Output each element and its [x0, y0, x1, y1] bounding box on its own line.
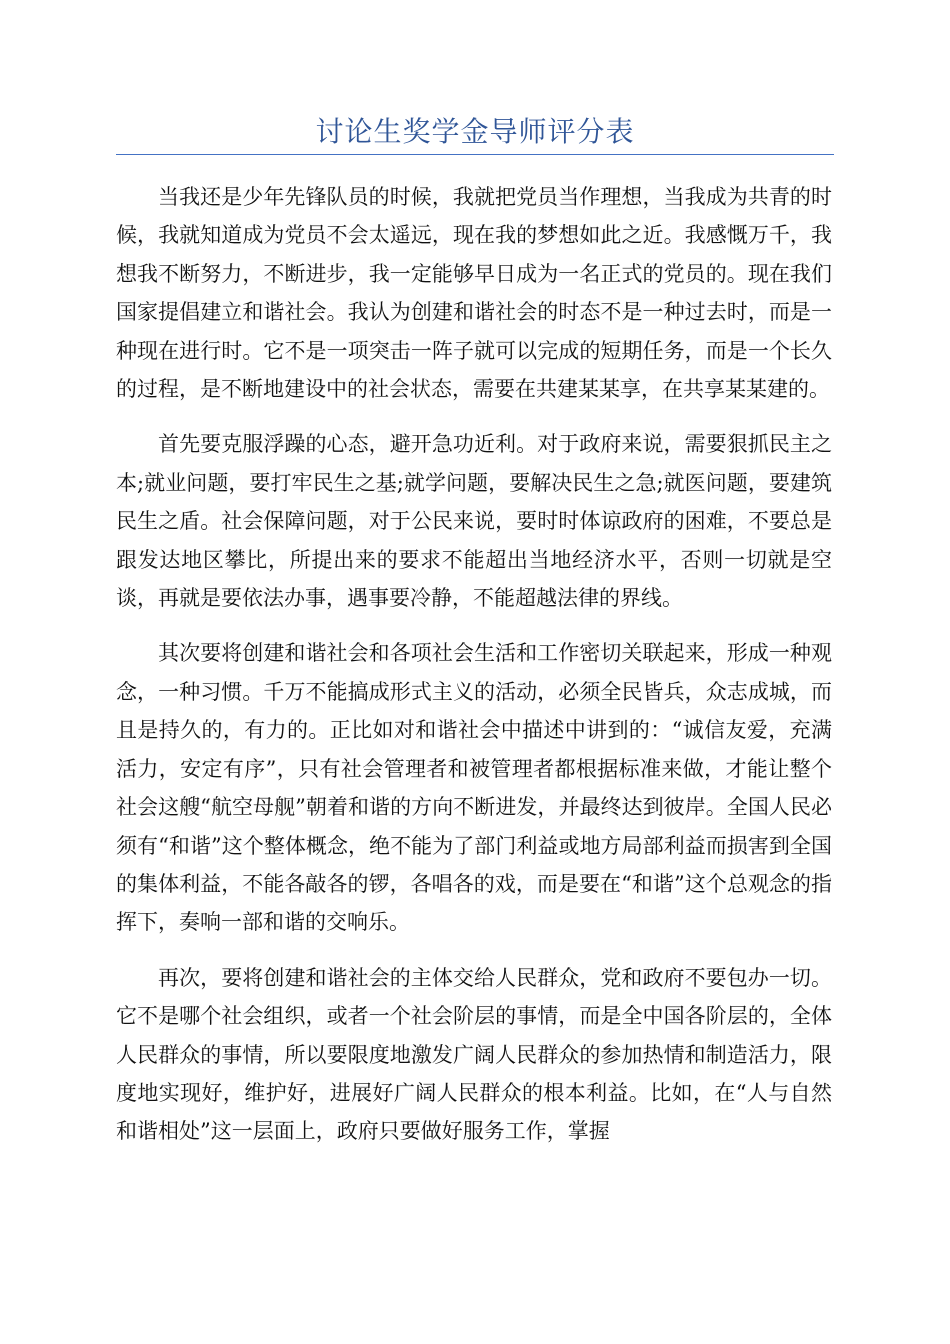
document-title: 讨论生奖学金导师评分表: [315, 115, 635, 148]
title-underline: [116, 154, 834, 155]
paragraph-2: 首先要克服浮躁的心态，避开急功近利。对于政府来说，需要狠抓民主之本;就业问题，要打牢民生之基;就学问题，要解决民生之急;就医问题，要建筑民生之盾。社会保障问题，对于公民来说，要时时体谅政府的困难，不要总是跟发达地区攀比，所提出来的要求不能超出当地经济水平，否则一切就是空谈，再就是要依法办事，遇事要冷静，不能超越法律的界线。: [116, 432, 832, 611]
paragraph-1: 当我还是少年先锋队员的时候，我就把党员当作理想，当我成为共青的时候，我就知道成为党员不会太遥远，现在我的梦想如此之近。我感慨万千，我想我不断努力，不断进步，我一定能够早日成为一名正式的党员的。现在我们国家提倡建立和谐社会。我认为创建和谐社会的时态不是一种过去时，而是一种现在进行时。它不是一项突击一阵子就可以完成的短期任务，而是一个长久的过程，是不断地建设中的社会状态，需要在共建某某享，在共享某某建的。: [116, 185, 832, 402]
document-body: [116, 178, 832, 1168]
paragraph-4: 再次，要将创建和谐社会的主体交给人民群众，党和政府不要包办一切。它不是哪个社会组织，或者一个社会阶层的事情，而是全中国各阶层的，全体人民群众的事情，所以要限度地激发广阔人民群众的参加热情和制造活力，限度地实现好，维护好，进展好广阔人民群众的根本利益。比如，在“人与自然和谐相处”这一层面上，政府只要做好服务工作，掌握: [116, 965, 832, 1144]
paragraph-3: 其次要将创建和谐社会和各项社会生活和工作密切关联起来，形成一种观念，一种习惯。千万不能搞成形式主义的活动，必须全民皆兵，众志成城，而且是持久的，有力的。正比如对和谐社会中描述中讲到的：“诚信友爱，充满活力，安定有序”，只有社会管理者和被管理者都根据标准来做，才能让整个社会这艘“航空母舰”朝着和谐的方向不断进发，并最终达到彼岸。全国人民必须有“和谐”这个整体概念，绝不能为了部门利益或地方局部利益而损害到全国的集体利益，不能各敲各的锣，各唱各的戏，而是要在“和谐”这个总观念的指挥下，奏响一部和谐的交响乐。: [116, 641, 832, 935]
